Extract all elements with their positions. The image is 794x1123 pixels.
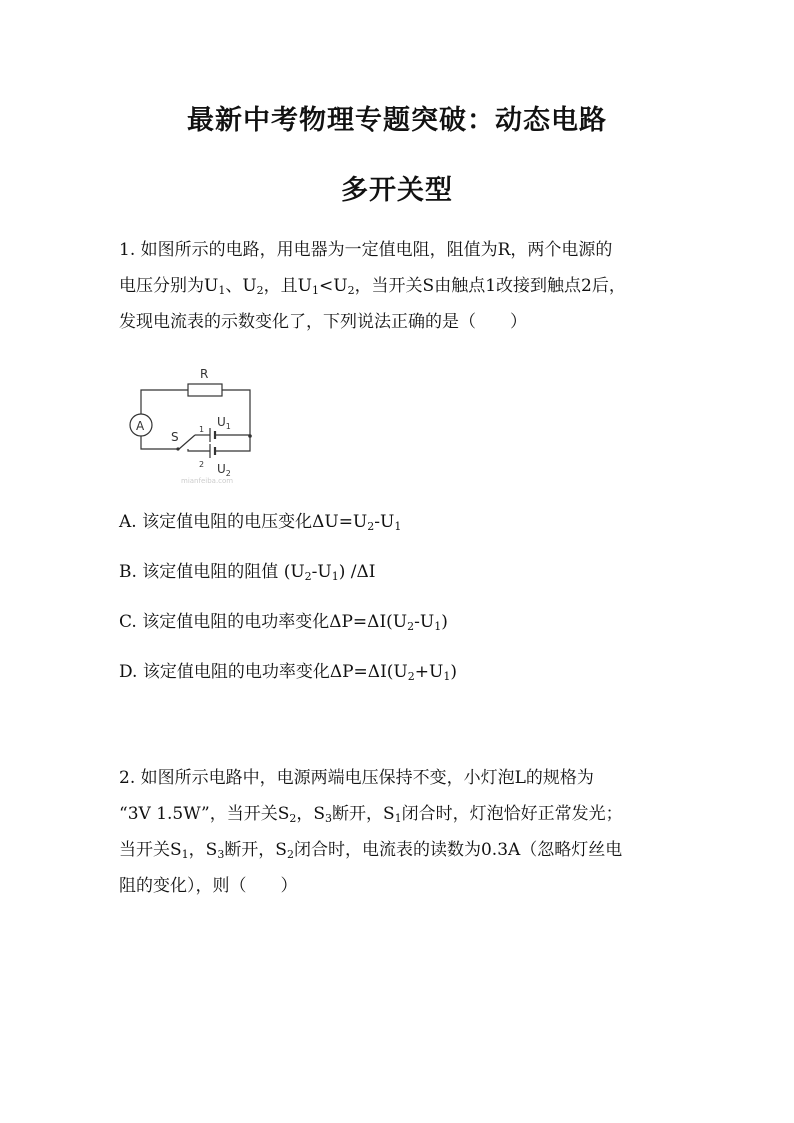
option-c: C. 该定值电阻的电功率变化$\Delta P=\Delta I(U_2-U_1)$ (119, 612, 448, 633)
q2-line-4: 阻的变化），则（ ） (119, 876, 298, 896)
label-r: R (200, 367, 209, 381)
q1-line-3: 发现电流表的示数变化了，下列说法正确的是（ ） (119, 312, 527, 332)
option-a: A. 该定值电阻的电压变化$\Delta U=U_2-U_1$ (119, 512, 402, 533)
title-line-2: 多开关型 (341, 175, 453, 206)
q2-line-3: 当开关$S_1$，$S_3$断开，$S_2$闭合时，电流表的读数为0.3A（忽略灯丝电 (119, 840, 623, 861)
junction-dot (248, 434, 252, 438)
q2-line-1: 2. 如图所示电路中，电源两端电压保持不变，小灯泡L的规格为 (119, 768, 594, 788)
label-u2: $U_2$ (217, 462, 231, 478)
wire-u2-right (215, 436, 250, 451)
switch-blade (179, 435, 195, 449)
label-s: S (171, 430, 179, 444)
wire-top-left (141, 390, 188, 414)
question-2 (119, 760, 679, 904)
circuit-diagram (119, 358, 269, 488)
wire-to-u2 (188, 449, 210, 451)
label-u1: $U_1$ (217, 415, 231, 431)
switch-pivot (176, 447, 179, 450)
q1-line-1: 1. 如图所示的电路，用电器为一定值电阻，阻值为R，两个电源的 (119, 240, 613, 260)
label-contact-2: 2 (199, 460, 205, 469)
option-b: B. 该定值电阻的阻值 $(U_2-U_1)$ /ΔI (119, 562, 376, 583)
title-line-1: 最新中考物理专题突破：动态电路 (187, 105, 607, 136)
q2-line-2: “3V 1.5W”，当开关$S_2$，$S_3$断开，$S_1$闭合时，灯泡恰好正常发光； (119, 804, 623, 825)
question-1 (119, 232, 679, 340)
label-a: A (136, 419, 145, 433)
resistor-r (188, 384, 222, 396)
label-contact-1: 1 (199, 425, 205, 434)
watermark: mianfeiba.com (181, 477, 234, 485)
q1-line-2: 电压分别为$U_1$、$U_2$，且$U_1<U_2$，当开关S由触点1改接到触点2后， (119, 276, 626, 297)
option-d: D. 该定值电阻的电功率变化$\Delta P=\Delta I(U_2+U_1)$ (119, 662, 457, 683)
